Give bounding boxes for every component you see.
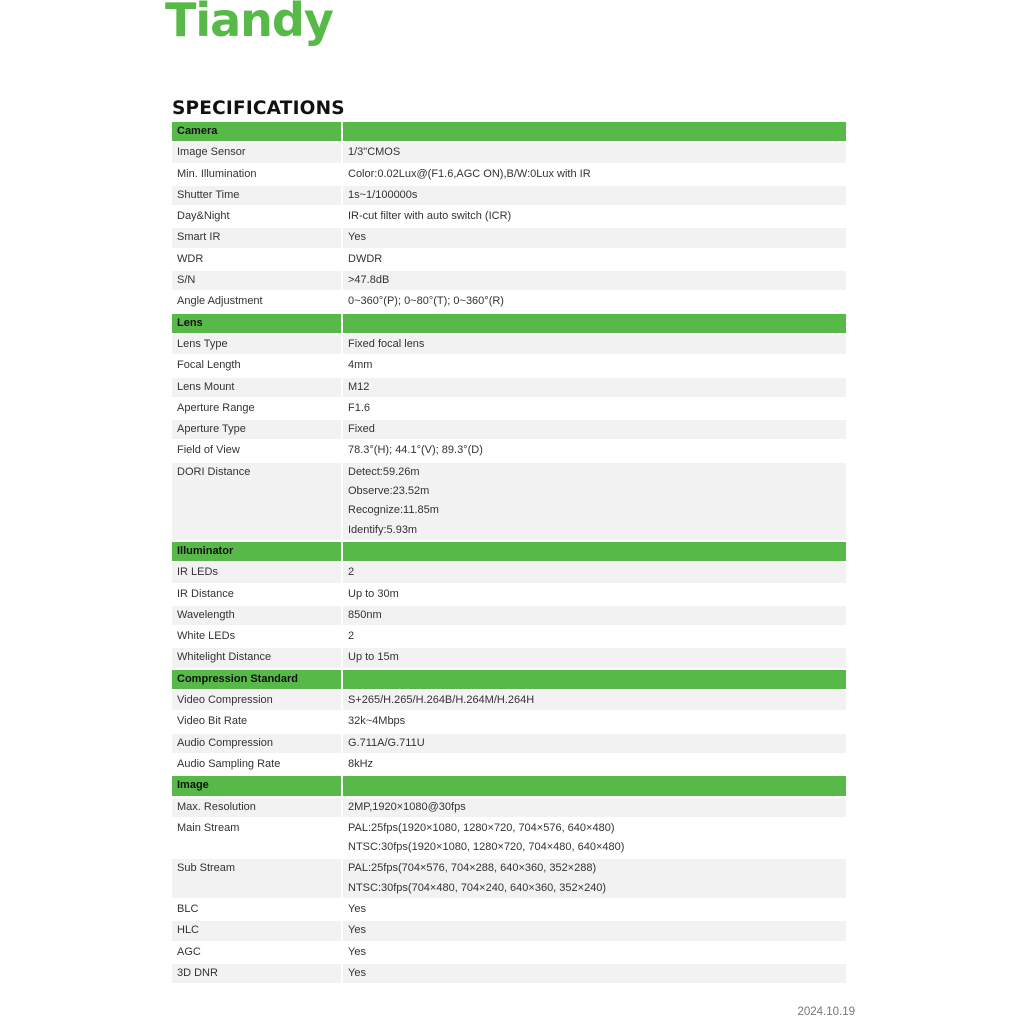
spec-value-line: Recognize:11.85m: [348, 504, 439, 517]
spec-row: [172, 899, 846, 920]
spec-value-line: Observe:23.52m: [348, 485, 430, 498]
spec-value: [342, 377, 846, 398]
spec-label: S/N: [172, 270, 342, 291]
spec-value-line: Yes: [348, 231, 366, 244]
spec-row: [172, 398, 846, 419]
spec-row: [172, 605, 846, 626]
spec-label: HLC: [172, 920, 342, 941]
spec-row: [172, 818, 846, 859]
spec-label: Lens Mount: [172, 377, 342, 398]
section-header-spacer: [342, 669, 846, 690]
spec-label: Image Sensor: [172, 142, 342, 163]
spec-value: [342, 270, 846, 291]
spec-value: [342, 711, 846, 732]
spec-label: Audio Compression: [172, 733, 342, 754]
section-header-spacer: [342, 313, 846, 334]
spec-value: [342, 942, 846, 963]
spec-value-line: 4mm: [348, 359, 373, 372]
spec-row: [172, 647, 846, 668]
spec-row: [172, 797, 846, 818]
spec-row: [172, 711, 846, 732]
spec-value: [342, 963, 846, 984]
section-header-lens: [172, 313, 846, 334]
spec-label: IR Distance: [172, 584, 342, 605]
spec-value-line: Color:0.02Lux@(F1.6,AGC ON),B/W:0Lux with IR: [348, 167, 591, 180]
section-header-spacer: [342, 122, 846, 142]
spec-row: [172, 733, 846, 754]
spec-value: [342, 605, 846, 626]
spec-value-line: S+265/H.265/H.264B/H.264M/H.264H: [348, 694, 535, 707]
spec-value-line: Detect:59.26m: [348, 465, 420, 478]
spec-value: [342, 164, 846, 185]
spec-value: [342, 185, 846, 206]
spec-row: [172, 334, 846, 355]
spec-value: [342, 206, 846, 227]
section-header-image: [172, 775, 846, 796]
spec-label: IR LEDs: [172, 562, 342, 583]
spec-label: Min. Illumination: [172, 164, 342, 185]
spec-label: 3D DNR: [172, 963, 342, 984]
spec-value-line: NTSC:30fps(1920×1080, 1280×720, 704×480, 640×480): [348, 841, 625, 854]
spec-value-line: Yes: [348, 966, 366, 979]
section-header-illuminator: [172, 541, 846, 562]
spec-value-line: DWDR: [348, 252, 383, 265]
spec-row: [172, 355, 846, 376]
spec-label: Aperture Range: [172, 398, 342, 419]
spec-value-line: 78.3°(H); 44.1°(V); 89.3°(D): [348, 444, 483, 457]
spec-value-line: Yes: [348, 945, 366, 958]
spec-value: [342, 398, 846, 419]
spec-row: [172, 942, 846, 963]
spec-label: Field of View: [172, 440, 342, 461]
spec-value: [342, 690, 846, 711]
spec-row: [172, 270, 846, 291]
spec-value-line: Fixed focal lens: [348, 337, 425, 350]
spec-value-line: Up to 30m: [348, 587, 399, 600]
spec-value: [342, 626, 846, 647]
spec-value: [342, 227, 846, 248]
spec-value: [342, 419, 846, 440]
spec-value-line: Identify:5.93m: [348, 523, 418, 536]
spec-value: [342, 858, 846, 899]
spec-row: [172, 142, 846, 163]
spec-label: Focal Length: [172, 355, 342, 376]
section-title: Illuminator: [172, 541, 342, 562]
spec-value: [342, 142, 846, 163]
spec-value-line: 1/3"CMOS: [348, 146, 401, 159]
spec-row: [172, 562, 846, 583]
spec-label: WDR: [172, 249, 342, 270]
spec-value: [342, 462, 846, 541]
spec-value-line: 2: [348, 630, 355, 643]
page-title: SPECIFICATIONS: [172, 98, 345, 119]
spec-label: Whitelight Distance: [172, 647, 342, 668]
document-date: 2024.10.19: [797, 1006, 855, 1018]
spec-value-line: F1.6: [348, 401, 371, 414]
spec-value-line: Yes: [348, 902, 366, 915]
spec-row: [172, 291, 846, 312]
spec-value: [342, 291, 846, 312]
spec-row: [172, 462, 846, 541]
spec-label: DORI Distance: [172, 462, 342, 541]
spec-value-line: 1s~1/100000s: [348, 188, 418, 201]
spec-label: Day&Night: [172, 206, 342, 227]
spec-value-line: G.711A/G.711U: [348, 736, 425, 749]
spec-label: Sub Stream: [172, 858, 342, 899]
spec-label: Video Bit Rate: [172, 711, 342, 732]
spec-label: Video Compression: [172, 690, 342, 711]
spec-value: [342, 899, 846, 920]
spec-value-line: Up to 15m: [348, 651, 399, 664]
spec-label: Angle Adjustment: [172, 291, 342, 312]
spec-value-line: Yes: [348, 924, 366, 937]
spec-value: [342, 334, 846, 355]
spec-value-line: 2MP,1920×1080@30fps: [348, 800, 466, 813]
spec-label: Aperture Type: [172, 419, 342, 440]
spec-row: [172, 690, 846, 711]
spec-value-line: PAL:25fps(704×576, 704×288, 640×360, 352×288): [348, 862, 597, 875]
spec-value: [342, 562, 846, 583]
tiandy-logo: Tiandy: [165, 0, 333, 47]
spec-value-line: NTSC:30fps(704×480, 704×240, 640×360, 352×240): [348, 881, 607, 894]
specifications-table-body: [172, 122, 846, 984]
spec-row: [172, 206, 846, 227]
spec-value-line: 8kHz: [348, 757, 374, 770]
spec-value: [342, 440, 846, 461]
spec-label: Lens Type: [172, 334, 342, 355]
spec-value-line: IR-cut filter with auto switch (ICR): [348, 210, 512, 223]
spec-value: [342, 249, 846, 270]
section-header-compression-standard: [172, 669, 846, 690]
spec-row: [172, 227, 846, 248]
spec-row: [172, 185, 846, 206]
spec-row: [172, 377, 846, 398]
spec-row: [172, 440, 846, 461]
spec-label: Main Stream: [172, 818, 342, 859]
spec-label: Shutter Time: [172, 185, 342, 206]
spec-label: Wavelength: [172, 605, 342, 626]
spec-row: [172, 584, 846, 605]
spec-value-line: 32k~4Mbps: [348, 715, 406, 728]
spec-row: [172, 626, 846, 647]
section-header-spacer: [342, 541, 846, 562]
spec-value-line: 850nm: [348, 608, 382, 621]
spec-row: [172, 419, 846, 440]
spec-value-line: PAL:25fps(1920×1080, 1280×720, 704×576, 640×480): [348, 821, 615, 834]
section-header-camera: [172, 122, 846, 142]
section-title: Lens: [172, 313, 342, 334]
section-header-spacer: [342, 775, 846, 796]
spec-label: BLC: [172, 899, 342, 920]
spec-value: [342, 733, 846, 754]
spec-label: Smart IR: [172, 227, 342, 248]
spec-row: [172, 920, 846, 941]
spec-value-line: 0~360°(P); 0~80°(T); 0~360°(R): [348, 295, 504, 308]
section-title: Camera: [172, 122, 342, 142]
section-title: Compression Standard: [172, 669, 342, 690]
spec-label: Audio Sampling Rate: [172, 754, 342, 775]
spec-value: [342, 647, 846, 668]
spec-value: [342, 920, 846, 941]
spec-row: [172, 164, 846, 185]
spec-label: AGC: [172, 942, 342, 963]
spec-value-line: Fixed: [348, 423, 375, 436]
section-title: Image: [172, 775, 342, 796]
spec-value-line: 2: [348, 566, 355, 579]
spec-row: [172, 858, 846, 899]
spec-label: White LEDs: [172, 626, 342, 647]
spec-row: [172, 249, 846, 270]
spec-value: [342, 355, 846, 376]
spec-row: [172, 963, 846, 984]
spec-value: [342, 797, 846, 818]
spec-value: [342, 584, 846, 605]
spec-value: [342, 754, 846, 775]
spec-label: Max. Resolution: [172, 797, 342, 818]
specifications-table: [172, 122, 846, 985]
spec-value-line: >47.8dB: [348, 274, 390, 287]
spec-value: [342, 818, 846, 859]
spec-row: [172, 754, 846, 775]
spec-value-line: M12: [348, 380, 370, 393]
